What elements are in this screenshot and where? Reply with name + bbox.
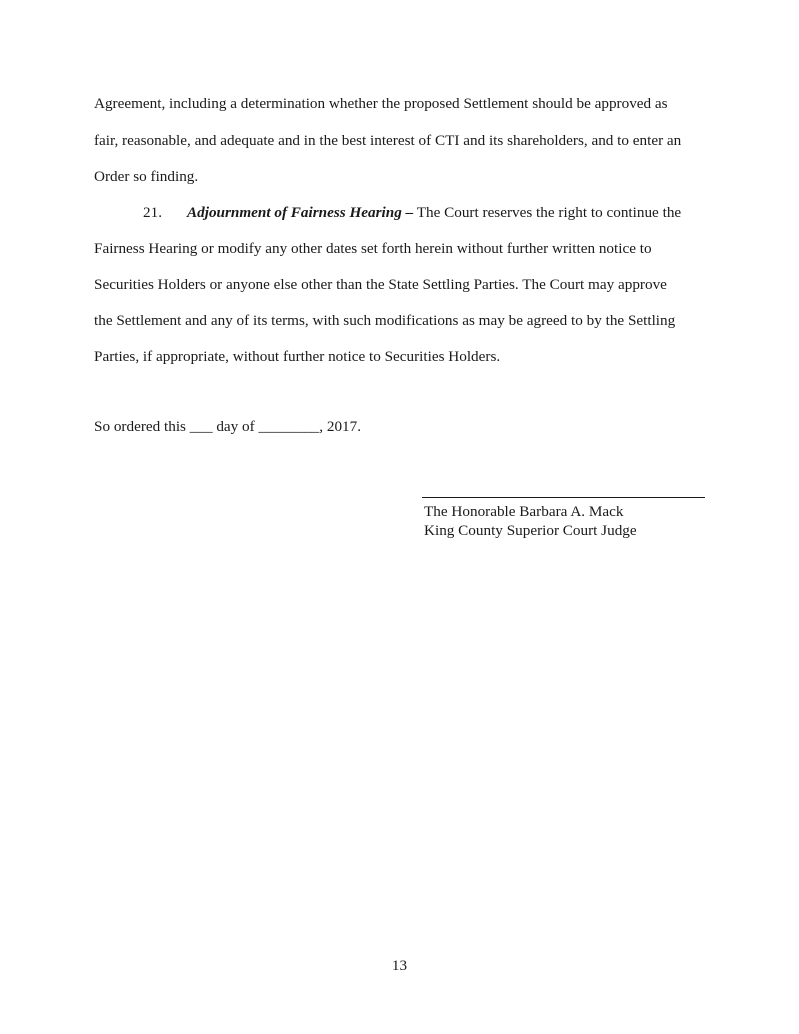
paragraph-21-first-line xyxy=(143,204,681,222)
carryover-line-3: Order so finding. xyxy=(94,168,199,185)
heading-dash: – xyxy=(401,204,414,221)
paragraph-21-line-4: the Settlement and any of its terms, with such modifications as may be agreed to by the Settling xyxy=(94,312,676,329)
paragraph-heading: Adjournment of Fairness Hearing – xyxy=(187,204,414,221)
signature-rule xyxy=(422,497,705,498)
paragraph-21-line-2: Fairness Hearing or modify any other dates set forth herein without further written notice to xyxy=(94,240,652,257)
paragraph-21-first-line-rest: The Court reserves the right to continue the xyxy=(413,204,682,221)
carryover-line-2: fair, reasonable, and adequate and in the best interest of CTI and its shareholders, and to enter an xyxy=(94,132,682,149)
carryover-line-1: Agreement, including a determination whether the proposed Settlement should be approved as xyxy=(94,95,668,112)
paragraph-number: 21. xyxy=(143,204,162,221)
judge-title: King County Superior Court Judge xyxy=(424,522,637,539)
so-ordered-line: So ordered this ___ day of ________, 2017. xyxy=(94,418,362,435)
judge-name: The Honorable Barbara A. Mack xyxy=(424,503,624,520)
paragraph-21-line-3: Securities Holders or anyone else other than the State Settling Parties. The Court may approve xyxy=(94,276,667,293)
page-number: 13 xyxy=(391,957,408,974)
paragraph-21-line-5: Parties, if appropriate, without further notice to Securities Holders. xyxy=(94,348,501,365)
